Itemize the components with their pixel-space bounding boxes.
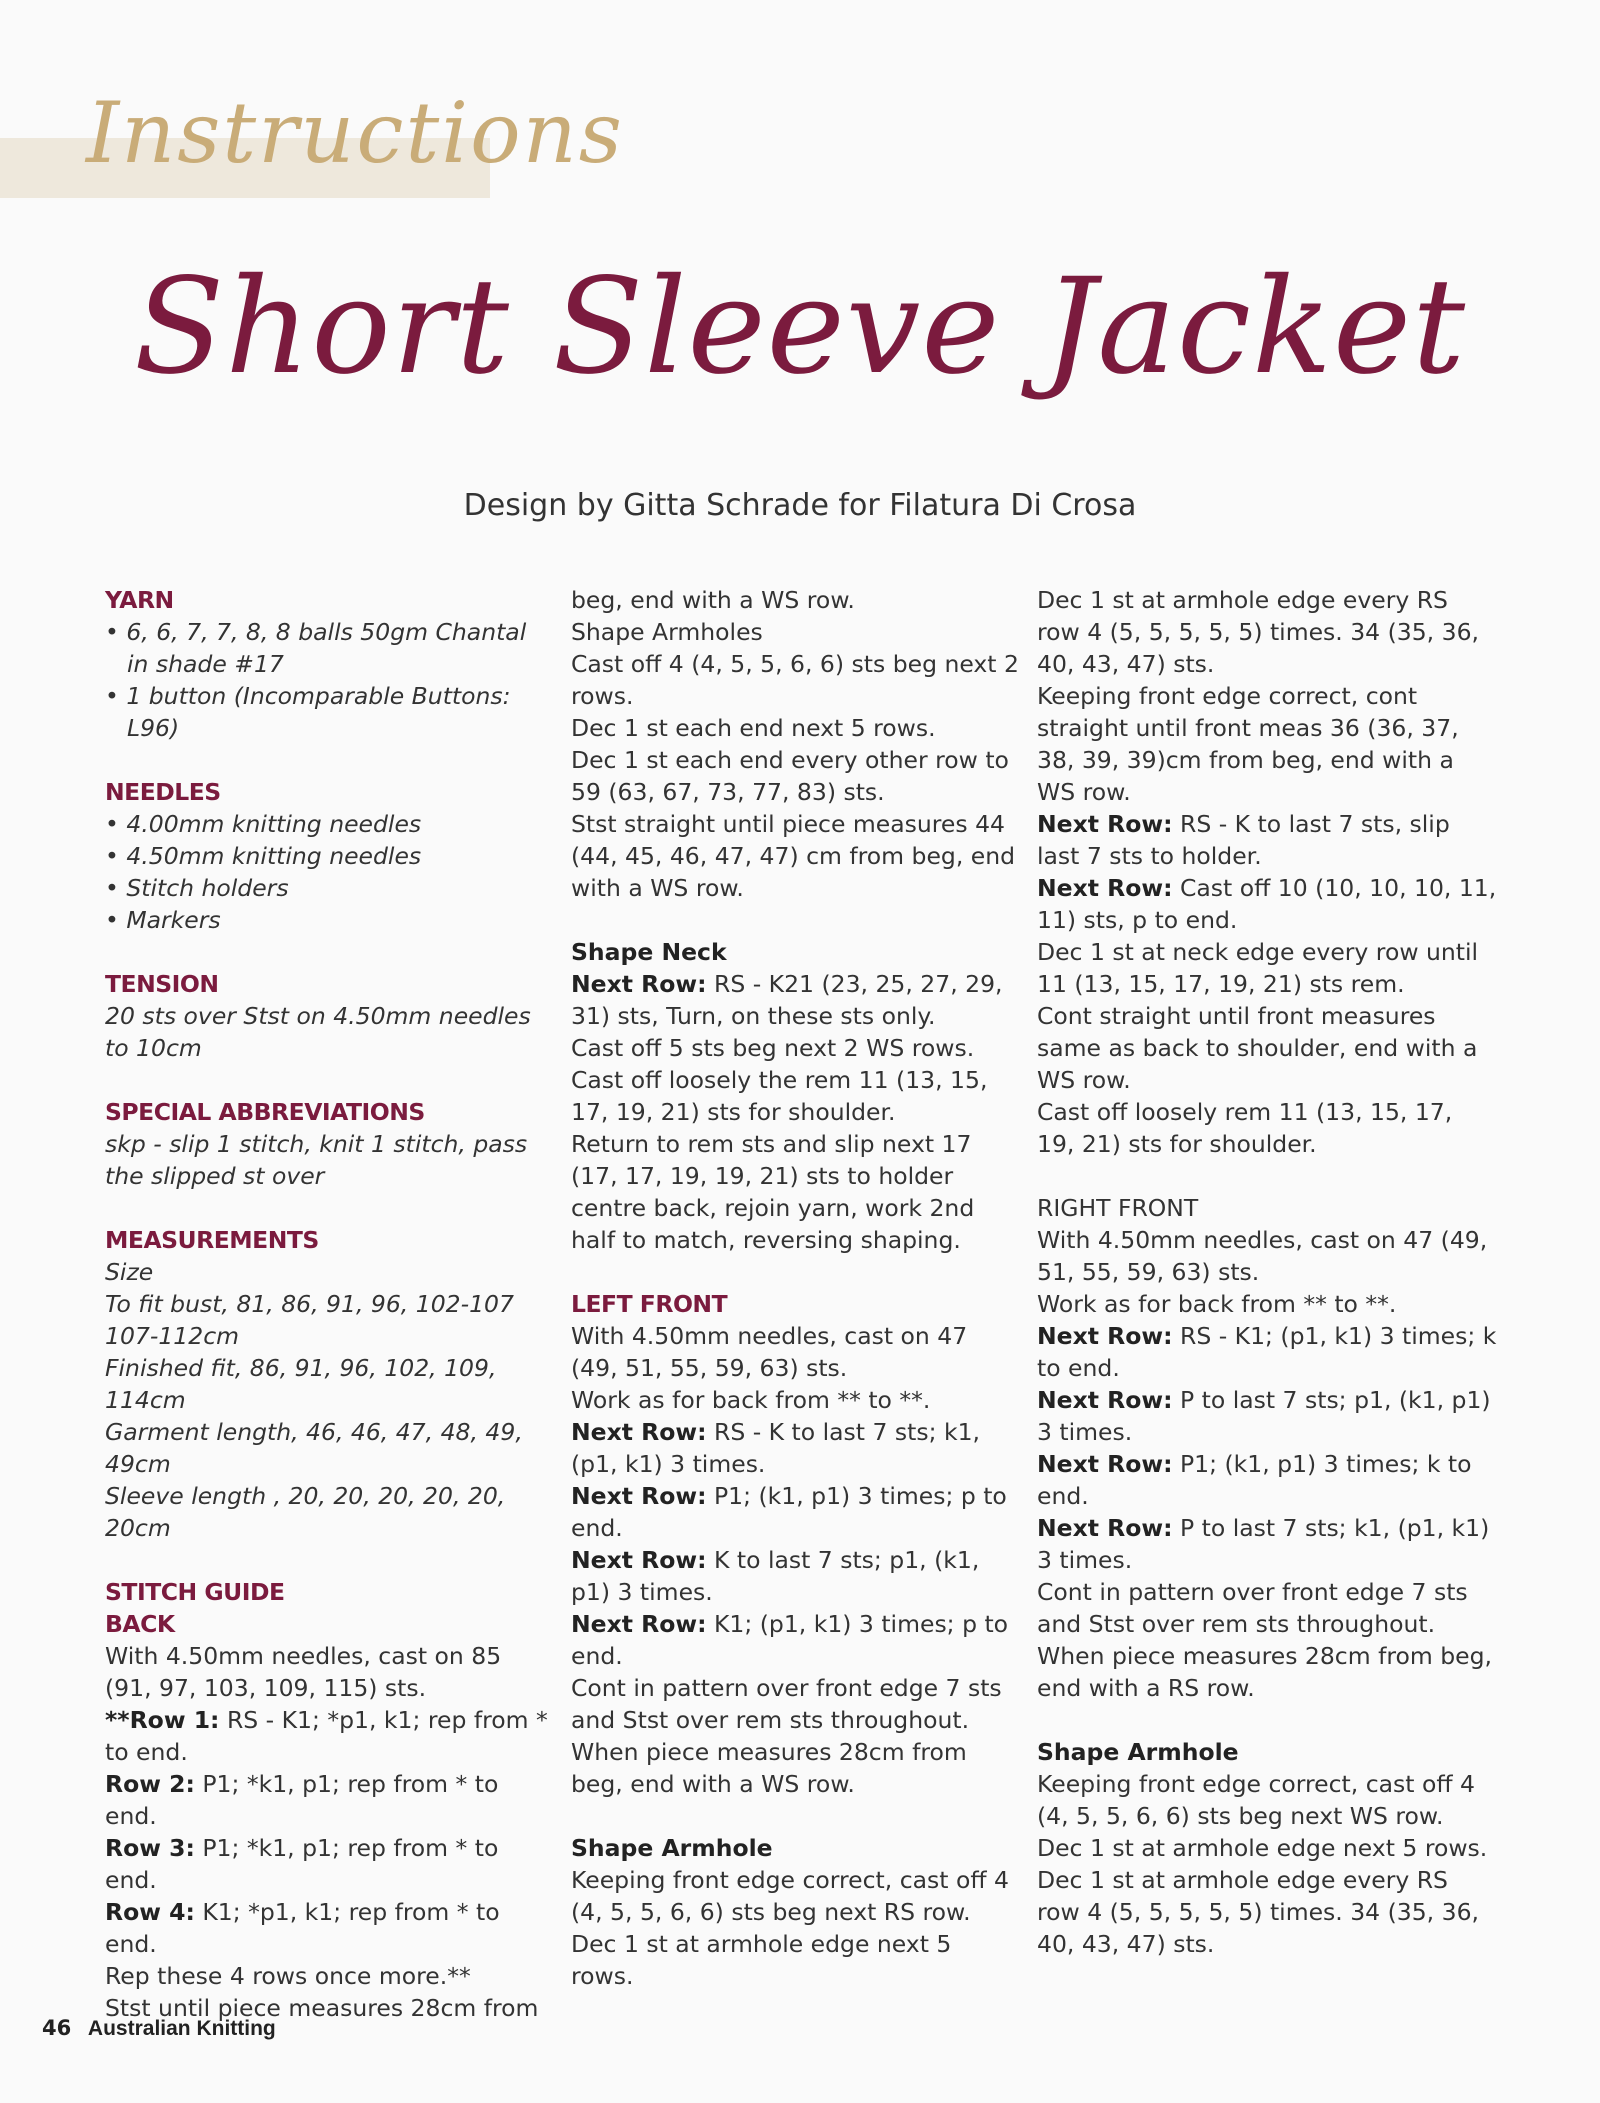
left-front-heading: LEFT FRONT (571, 1290, 728, 1318)
back-heading: BACK (105, 1610, 175, 1638)
instruction-line: Next Row: K1; (p1, k1) 3 times; p to end. (571, 1610, 1009, 1670)
column-1 (105, 584, 555, 2024)
instruction-line: When piece measures 28cm from beg, end with a RS row. (1037, 1642, 1493, 1702)
instruction-line: Next Row: P to last 7 sts; k1, (p1, k1) 3 times. (1037, 1514, 1490, 1574)
page-title: Short Sleeve Jacket (133, 250, 1467, 404)
instruction-line: Dec 1 st at armhole edge every RS row 4 (5, 5, 5, 5, 5) times. 34 (35, 36, 40, 43, 47) sts. (1037, 586, 1479, 678)
instruction-line: Keeping front edge correct, cont straight until front meas 36 (36, 37, 38, 39, 39)cm from beg, end with a WS row. (1037, 682, 1459, 806)
page-footer (42, 2016, 276, 2041)
instruction-line: Cast off loosely the rem 11 (13, 15, 17, 19, 21) sts for shoulder. (571, 1066, 988, 1126)
instruction-line: Stst until piece measures 28cm from (105, 1994, 539, 2022)
instruction-line: Work as for back from ** to **. (1037, 1290, 1397, 1318)
designer-byline: Design by Gitta Schrade for Filatura Di Crosa (463, 488, 1137, 523)
measurement-line: To fit bust, 81, 86, 91, 96, 102-107 107-112cm (105, 1290, 514, 1350)
instruction-line: With 4.50mm needles, cast on 47 (49, 51, 55, 59, 63) sts. (571, 1322, 968, 1382)
shape-neck-heading: Shape Neck (571, 938, 727, 966)
needles-heading: NEEDLES (105, 778, 221, 806)
instruction-line: Row 2: P1; *k1, p1; rep from * to end. (105, 1770, 499, 1830)
instruction-line: Cast off loosely rem 11 (13, 15, 17, 19, 21) sts for shoulder. (1037, 1098, 1453, 1158)
tension-text: 20 sts over Stst on 4.50mm needles to 10cm (105, 1002, 531, 1062)
page-number: 46 (42, 2016, 72, 2040)
measurement-line: Sleeve length , 20, 20, 20, 20, 20, 20cm (105, 1482, 506, 1542)
magazine-name: Australian Knitting (87, 2017, 276, 2040)
instruction-line: Next Row: K to last 7 sts; p1, (k1, p1) 3 times. (571, 1546, 980, 1606)
measurements-heading: MEASUREMENTS (105, 1226, 319, 1254)
instruction-line: Stst straight until piece measures 44 (44, 45, 46, 47, 47) cm from beg, end with a WS row. (571, 810, 1016, 902)
instruction-line: Next Row: P1; (k1, p1) 3 times; k to end. (1037, 1450, 1472, 1510)
instruction-line: Cast off 5 sts beg next 2 WS rows. (571, 1034, 975, 1062)
instruction-line: Cast off 4 (4, 5, 5, 6, 6) sts beg next 2 rows. (571, 650, 1019, 710)
instruction-line: With 4.50mm needles, cast on 85 (91, 97, 103, 109, 115) sts. (105, 1642, 502, 1702)
instruction-line: Next Row: P1; (k1, p1) 3 times; p to end. (571, 1482, 1007, 1542)
instruction-line: Next Row: RS - K to last 7 sts; k1, (p1, k1) 3 times. (571, 1418, 981, 1478)
instruction-line: Next Row: RS - K1; (p1, k1) 3 times; k to end. (1037, 1322, 1497, 1382)
instruction-line: When piece measures 28cm from beg, end with a WS row. (571, 1738, 967, 1798)
instruction-line: beg, end with a WS row. (571, 586, 855, 614)
instruction-line: Keeping front edge correct, cast off 4 (4, 5, 5, 6, 6) sts beg next WS row. (1037, 1770, 1475, 1830)
instruction-line: Row 4: K1; *p1, k1; rep from * to end. (105, 1898, 500, 1958)
shape-armhole-heading: Shape Armhole (1037, 1738, 1239, 1766)
instruction-line: Next Row: RS - K to last 7 sts, slip last 7 sts to holder. (1037, 810, 1450, 870)
list-item: • 1 button (Incomparable Buttons: L96) (105, 682, 511, 742)
instruction-line: Dec 1 st each end next 5 rows. (571, 714, 936, 742)
section-heading: Instructions (86, 84, 624, 182)
instruction-line: Work as for back from ** to **. (571, 1386, 931, 1414)
instruction-line: Shape Armholes (571, 618, 763, 646)
stitch-guide-heading: STITCH GUIDE (105, 1578, 285, 1606)
tension-heading: TENSION (105, 970, 219, 998)
shape-armhole-heading: Shape Armhole (571, 1834, 773, 1862)
abbreviations-text: skp - slip 1 stitch, knit 1 stitch, pass the slipped st over (105, 1130, 528, 1190)
list-item: • Markers (105, 906, 221, 934)
list-item: • 6, 6, 7, 7, 8, 8 balls 50gm Chantal in shade #17 (105, 618, 527, 678)
instruction-line: Dec 1 st each end every other row to 59 (63, 67, 73, 77, 83) sts. (571, 746, 1009, 806)
instruction-line: Cont straight until front measures same as back to shoulder, end with a WS row. (1037, 1002, 1478, 1094)
list-item: • Stitch holders (105, 874, 289, 902)
instruction-line: Dec 1 st at armhole edge next 5 rows. (1037, 1834, 1488, 1862)
instruction-line: Dec 1 st at neck edge every row until 11 (13, 15, 17, 19, 21) sts rem. (1037, 938, 1479, 998)
instruction-line: Dec 1 st at armhole edge every RS row 4 (5, 5, 5, 5, 5) times. 34 (35, 36, 40, 43, 47) sts. (1037, 1866, 1479, 1958)
measurement-line: Finished fit, 86, 91, 96, 102, 109, 114cm (105, 1354, 497, 1414)
instruction-line: Next Row: RS - K21 (23, 25, 27, 29, 31) sts, Turn, on these sts only. (571, 970, 1003, 1030)
abbreviations-heading: SPECIAL ABBREVIATIONS (105, 1098, 425, 1126)
yarn-heading: YARN (105, 586, 174, 614)
instruction-line: **Row 1: RS - K1; *p1, k1; rep from * to end. (105, 1706, 548, 1766)
column-3 (1037, 584, 1497, 1960)
instruction-line: Next Row: Cast off 10 (10, 10, 10, 11, 11) sts, p to end. (1037, 874, 1497, 934)
instruction-line: Rep these 4 rows once more.** (105, 1962, 471, 1990)
column-2 (571, 584, 1021, 1992)
instruction-line: Cont in pattern over front edge 7 sts and Stst over rem sts throughout. (1037, 1578, 1468, 1638)
instruction-line: Row 3: P1; *k1, p1; rep from * to end. (105, 1834, 499, 1894)
list-item: • 4.00mm knitting needles (105, 810, 422, 838)
instruction-line: Next Row: P to last 7 sts; p1, (k1, p1) 3 times. (1037, 1386, 1491, 1446)
right-front-heading: RIGHT FRONT (1037, 1194, 1199, 1222)
instruction-line: Cont in pattern over front edge 7 sts and Stst over rem sts throughout. (571, 1674, 1002, 1734)
instruction-line: With 4.50mm needles, cast on 47 (49, 51, 55, 59, 63) sts. (1037, 1226, 1488, 1286)
list-item: • 4.50mm knitting needles (105, 842, 422, 870)
instruction-line: Return to rem sts and slip next 17 (17, 17, 19, 19, 21) sts to holder centre back, rejoin yarn, work 2nd half to match, reversing shaping. (571, 1130, 975, 1254)
measurement-line: Garment length, 46, 46, 47, 48, 49, 49cm (105, 1418, 523, 1478)
instruction-line: Keeping front edge correct, cast off 4 (4, 5, 5, 6, 6) sts beg next RS row. (571, 1866, 1009, 1926)
measurement-line: Size (105, 1258, 154, 1286)
instruction-line: Dec 1 st at armhole edge next 5 rows. (571, 1930, 952, 1990)
